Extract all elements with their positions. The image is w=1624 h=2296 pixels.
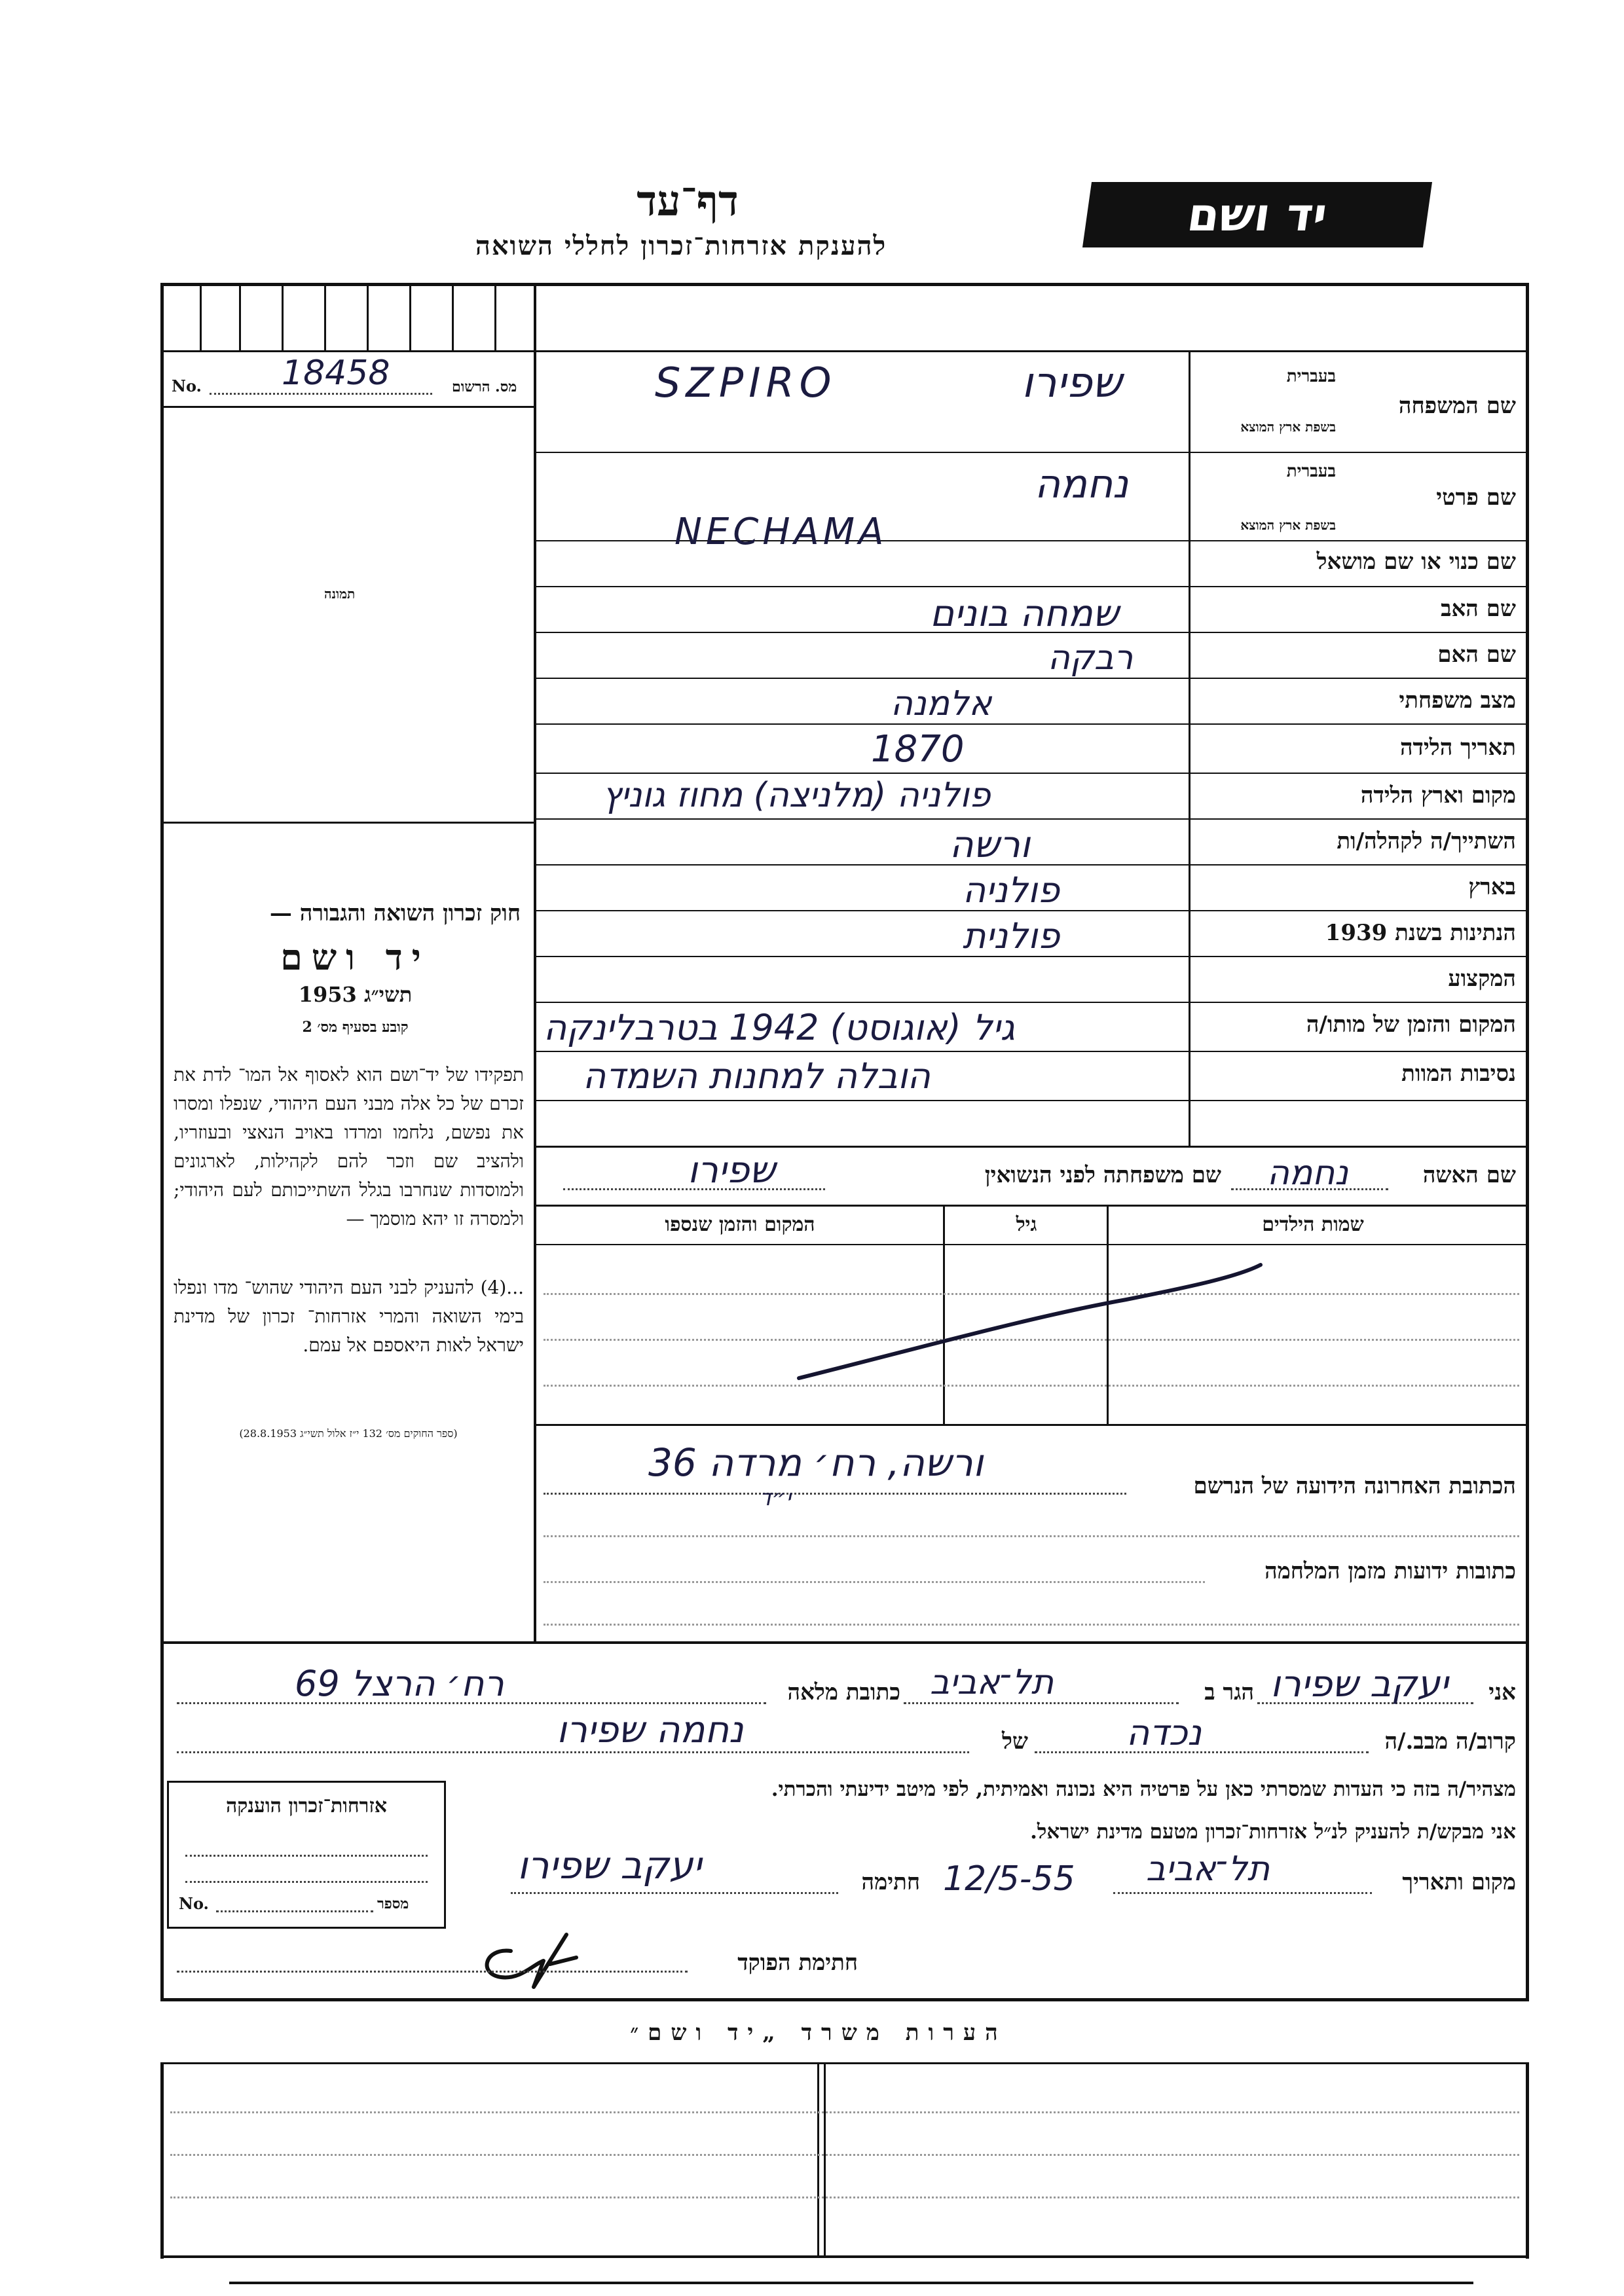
country-label: בארץ xyxy=(1468,874,1516,900)
surname-sub-origin: בשפת ארץ המוצא xyxy=(1240,419,1336,435)
full-address-label: כתובת מלאה xyxy=(787,1679,900,1705)
law-title: חוק זכרון השואה והגבורה — xyxy=(269,900,521,926)
death-cause-label: נסיבות המוות xyxy=(1401,1061,1516,1087)
birth-date-value: 1870 xyxy=(871,728,965,771)
profession-label: המקצוע xyxy=(1448,966,1516,992)
place-date-label: מקום ותאריך xyxy=(1402,1869,1516,1895)
declaration-place: תל־אביב xyxy=(1146,1850,1270,1889)
surname-origin-value: SZPIRO xyxy=(655,359,837,407)
birth-place-value: פולניה (מלניצה) מחוז גוניץ xyxy=(602,776,991,815)
mother-label: שם האם xyxy=(1437,642,1516,668)
declarant-city: תל־אביב xyxy=(930,1663,1054,1702)
country-value: פולניה xyxy=(963,869,1060,911)
declarant-signature: יעקב שפירו xyxy=(517,1843,702,1887)
marital-label: מצב משפחתי xyxy=(1399,687,1516,714)
declaration-request: אני מבקש/ת להעניק לנ״ל אזרחות־זכרון מטעם מדינת ישראל. xyxy=(1030,1820,1516,1844)
death-cause-value: הובלה למחנות השמדה xyxy=(583,1055,931,1097)
declaration-statement: מצהיר/ה בזה כי העדות שמסרתי כאן על פרטיה היא נכונה ואמיתית, לפי מיטב ידיעתי והכרתי. xyxy=(771,1777,1516,1801)
maiden-name-label: שם משפחתה לפני הנשואין xyxy=(984,1162,1221,1188)
law-citation: (ספר החוקים מס׳ 132 י״ז אלול תשי״ג 28.8.1953) xyxy=(239,1427,458,1440)
law-paragraph-1: תפקידו של יד־ושם הוא לאסוף אל המו־ לדת את זכרם של כל אלה מבני העם היהודי, שנפלו ומסרו את נפשם, נלחמו ומרדו באויב הנאצי ובעוזריו, ולהציב שם וזכר להם לקהילות, לארגונים ולמוסדות שנחרבו בגלל השתייכותם לעם היהודי; ולמסרה זו יהא מוסמך — xyxy=(174,1064,524,1230)
first-name-sub-origin: בשפת ארץ המוצא xyxy=(1240,517,1336,533)
mother-value: רבקה xyxy=(1048,638,1134,678)
yad-vashem-logo xyxy=(1082,182,1432,247)
wife-value: נחמה xyxy=(1267,1154,1349,1193)
community-value: ורשה xyxy=(950,824,1031,866)
first-name-hebrew-value: נחמה xyxy=(1035,462,1129,507)
registration-label: מס. הרשום xyxy=(452,378,517,395)
citizenship-grant-box xyxy=(167,1781,446,1929)
wife-label: שם האשה xyxy=(1422,1162,1516,1188)
office-notes-title: הערות משרד „יד ושם״ xyxy=(630,2020,1007,2046)
law-year: תשי״ג 1953 xyxy=(298,982,413,1007)
children-col-place: המקום והזמן שנספו xyxy=(665,1213,815,1236)
law-section: קובע בסעיף מס׳ 2 xyxy=(302,1019,409,1036)
nationality-label: הנתינות בשנת 1939 xyxy=(1325,920,1516,946)
declarant-resident-label: הגר ב xyxy=(1204,1679,1254,1705)
first-name-sub-hebrew: בעברית xyxy=(1286,462,1336,481)
first-name-label: שם פרטי xyxy=(1436,484,1516,511)
officer-signature-label: חתימת הפוקד xyxy=(737,1950,858,1976)
grant-box-title: אזרחות־זכרון הוענקה xyxy=(225,1795,388,1817)
law-name: יד ושם xyxy=(280,936,430,978)
community-label: השתייך/ה לקהלה/ות xyxy=(1337,828,1516,854)
signature-label: חתימה xyxy=(861,1869,920,1895)
declarant-i-label: אני xyxy=(1488,1679,1516,1705)
father-value: שמחה בונים xyxy=(930,592,1119,635)
logo-text: יד ושם xyxy=(1184,188,1331,242)
nationality-value: פולנית xyxy=(963,915,1060,957)
war-address-label: כתובות ידועות מזמן המלחמה xyxy=(1264,1558,1516,1584)
death-place-label: המקום והזמן של מותו/ה xyxy=(1306,1011,1516,1038)
marital-value: אלמנה xyxy=(891,684,992,723)
maiden-name-value: שפירו xyxy=(688,1149,776,1192)
relation-label: קרוב/ה מבב./ה xyxy=(1384,1728,1516,1755)
children-col-names: שמות הילדים xyxy=(1262,1213,1364,1236)
children-strikethrough xyxy=(786,1257,1270,1388)
of-label: של xyxy=(1002,1728,1028,1755)
death-place-value: גיל (אוגוסט) 1942 בטרבלינקה xyxy=(544,1007,1015,1048)
form-subtitle: להענקת אזרחות־זכרון לחללי השואה xyxy=(475,230,887,261)
photo-label: תמונה xyxy=(324,586,356,602)
declarant-full-address: רח׳ הרצל 69 xyxy=(295,1663,504,1704)
registration-no-prefix: No. xyxy=(172,376,202,395)
last-address-value: ורשה, רח׳ מרדה 36 xyxy=(648,1440,984,1485)
of-name: נחמה שפירו xyxy=(557,1709,744,1751)
surname-hebrew-value: שפירו xyxy=(1022,359,1122,407)
relation-value: נכדה xyxy=(1126,1712,1202,1753)
surname-label: שם המשפחה xyxy=(1398,393,1516,419)
birth-date-label: תאריך הלידה xyxy=(1399,735,1516,761)
officer-signature-mark xyxy=(471,1925,583,1997)
father-label: שם האב xyxy=(1441,596,1516,622)
grant-number-label: מספר xyxy=(377,1895,409,1912)
first-name-origin-value: NECHAMA xyxy=(674,511,888,553)
surname-sub-hebrew: בעברית xyxy=(1286,367,1336,386)
birth-place-label: מקום וארץ הלידה xyxy=(1360,782,1516,809)
law-paragraph-2: ...(4) להעניק לבני העם היהודי שהוש־ מדו ונפלו בימי השואה והמרי אזרחות־ זכרון של מדינת ישראל לאות היאספם אל עמם. xyxy=(174,1277,524,1356)
declaration-date: 12/5-55 xyxy=(943,1859,1075,1899)
children-col-age: גיל xyxy=(1016,1213,1037,1236)
declarant-name: יעקב שפירו xyxy=(1270,1663,1449,1705)
registration-number: 18458 xyxy=(282,354,390,393)
nickname-label: שם כנוי או שם מושאל xyxy=(1316,549,1516,575)
last-address-label: הכתובת האחרונה הידועה של הנרשם xyxy=(1193,1473,1516,1499)
last-address-extra: י״ד xyxy=(760,1485,792,1511)
form-title: דף־עד xyxy=(637,177,739,226)
grant-no-prefix: No. xyxy=(179,1894,209,1913)
